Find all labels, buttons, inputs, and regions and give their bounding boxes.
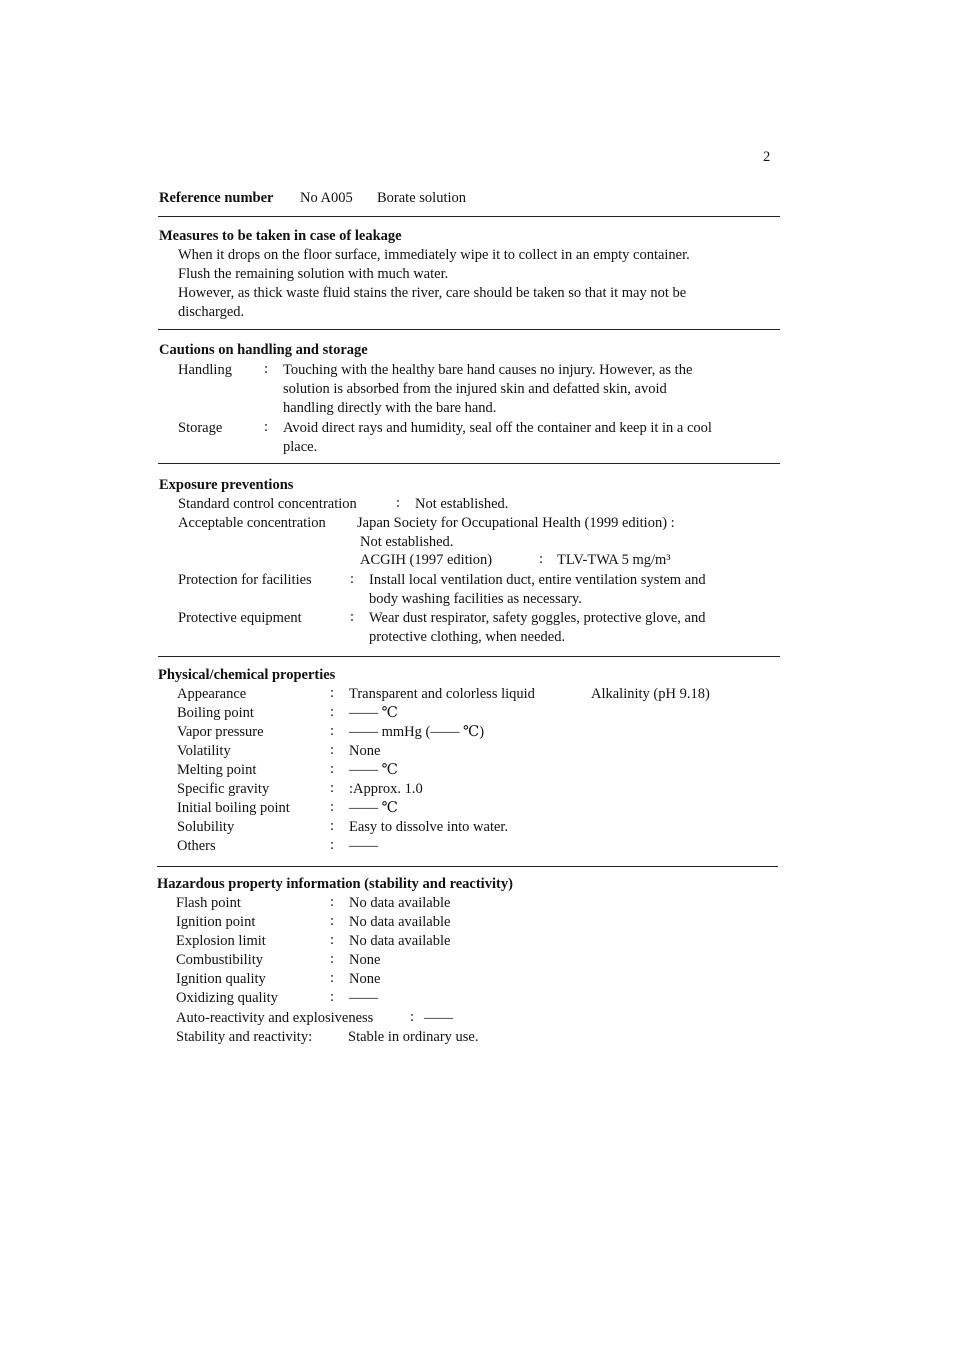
handling-title: Cautions on handling and storage — [159, 342, 368, 358]
hazard-label: Explosion limit — [176, 933, 266, 949]
divider — [158, 656, 780, 657]
colon: : — [330, 761, 335, 777]
handling-line: Touching with the healthy bare hand causes no injury. However, as the — [283, 362, 693, 378]
property-value: —— ℃ — [349, 800, 398, 816]
hazard-label: Ignition quality — [176, 971, 266, 987]
property-label: Vapor pressure — [177, 724, 264, 740]
substance-name: Borate solution — [377, 190, 467, 206]
property-value: Transparent and colorless liquid — [349, 686, 535, 702]
hazard-value: No data available — [349, 895, 451, 911]
acceptable-label: Acceptable concentration — [178, 515, 326, 531]
colon: : — [330, 970, 335, 986]
divider — [157, 866, 778, 867]
hazard-value: None — [349, 952, 381, 968]
colon: : — [330, 818, 335, 834]
storage-label: Storage — [178, 420, 223, 436]
colon: : — [330, 913, 335, 929]
colon: : — [330, 742, 335, 758]
colon: : — [330, 780, 335, 796]
hazard-value: None — [349, 971, 381, 987]
property-label: Specific gravity — [177, 781, 270, 797]
facilities-line: Install local ventilation duct, entire ventilation system and — [369, 572, 706, 588]
equipment-label: Protective equipment — [178, 610, 302, 626]
standard-label: Standard control concentration — [178, 496, 357, 512]
property-label: Melting point — [177, 762, 257, 778]
colon: : — [330, 951, 335, 967]
storage-line: Avoid direct rays and humidity, seal off the container and keep it in a cool — [283, 420, 712, 436]
colon: : — [264, 361, 269, 377]
colon: : — [330, 799, 335, 815]
acceptable-value-2: Not established. — [360, 534, 454, 550]
leakage-title: Measures to be taken in case of leakage — [159, 228, 402, 244]
auto-reactivity-value: —— — [424, 1010, 453, 1026]
property-label: Solubility — [177, 819, 235, 835]
divider — [158, 329, 780, 330]
hazard-label: Oxidizing quality — [176, 990, 278, 1006]
property-label: Others — [177, 838, 216, 854]
colon: : — [539, 551, 544, 567]
divider — [158, 216, 780, 217]
stability-label: Stability and reactivity: — [176, 1029, 313, 1045]
property-value: None — [349, 743, 381, 759]
colon: : — [330, 723, 335, 739]
property-value: Easy to dissolve into water. — [349, 819, 509, 835]
colon: : — [350, 571, 355, 587]
colon: : — [330, 704, 335, 720]
handling-label: Handling — [178, 362, 232, 378]
standard-value: Not established. — [415, 496, 509, 512]
leakage-line: When it drops on the floor surface, immediately wipe it to collect in an empty container. — [178, 247, 690, 263]
property-value: —— ℃ — [349, 705, 398, 721]
acceptable-value: Japan Society for Occupational Health (1999 edition) : — [357, 515, 675, 531]
colon: : — [264, 419, 269, 435]
leakage-line: However, as thick waste fluid stains the river, care should be taken so that it may not be — [178, 285, 687, 301]
facilities-line: body washing facilities as necessary. — [369, 591, 582, 607]
exposure-title: Exposure preventions — [159, 477, 294, 493]
handling-line: handling directly with the bare hand. — [283, 400, 497, 416]
colon: : — [330, 894, 335, 910]
equipment-line: Wear dust respirator, safety goggles, protective glove, and — [369, 610, 706, 626]
page-number: 2 — [763, 149, 771, 165]
property-extra: Alkalinity (pH 9.18) — [591, 686, 710, 702]
reference-number: No A005 — [300, 190, 353, 206]
colon: : — [330, 837, 335, 853]
property-value: —— ℃ — [349, 762, 398, 778]
divider — [158, 463, 780, 464]
colon: : — [330, 932, 335, 948]
property-label: Initial boiling point — [177, 800, 290, 816]
property-value: :Approx. 1.0 — [349, 781, 423, 797]
property-label: Boiling point — [177, 705, 254, 721]
property-value: —— mmHg (—— ℃) — [349, 724, 485, 740]
colon: : — [330, 989, 335, 1005]
hazard-value: —— — [349, 990, 378, 1006]
hazard-label: Flash point — [176, 895, 241, 911]
colon: : — [410, 1009, 415, 1025]
reference-label: Reference number — [159, 190, 274, 206]
physical-title: Physical/chemical properties — [158, 667, 336, 683]
stability-value: Stable in ordinary use. — [348, 1029, 479, 1045]
hazard-title: Hazardous property information (stability and reactivity) — [157, 876, 513, 892]
handling-line: solution is absorbed from the injured skin and defatted skin, avoid — [283, 381, 667, 397]
auto-reactivity-label: Auto-reactivity and explosiveness — [176, 1010, 374, 1026]
acgih-value: TLV-TWA 5 mg/m³ — [557, 552, 671, 568]
property-label: Appearance — [177, 686, 247, 702]
colon: : — [350, 609, 355, 625]
storage-line: place. — [283, 439, 318, 455]
hazard-value: No data available — [349, 933, 451, 949]
hazard-label: Combustibility — [176, 952, 264, 968]
facilities-label: Protection for facilities — [178, 572, 312, 588]
equipment-line: protective clothing, when needed. — [369, 629, 566, 645]
property-value: —— — [349, 838, 378, 854]
property-label: Volatility — [177, 743, 231, 759]
colon: : — [330, 685, 335, 701]
colon: : — [396, 495, 401, 511]
hazard-value: No data available — [349, 914, 451, 930]
acgih-label: ACGIH (1997 edition) — [360, 552, 493, 568]
leakage-line: Flush the remaining solution with much water. — [178, 266, 449, 282]
leakage-line: discharged. — [178, 304, 245, 320]
hazard-label: Ignition point — [176, 914, 256, 930]
